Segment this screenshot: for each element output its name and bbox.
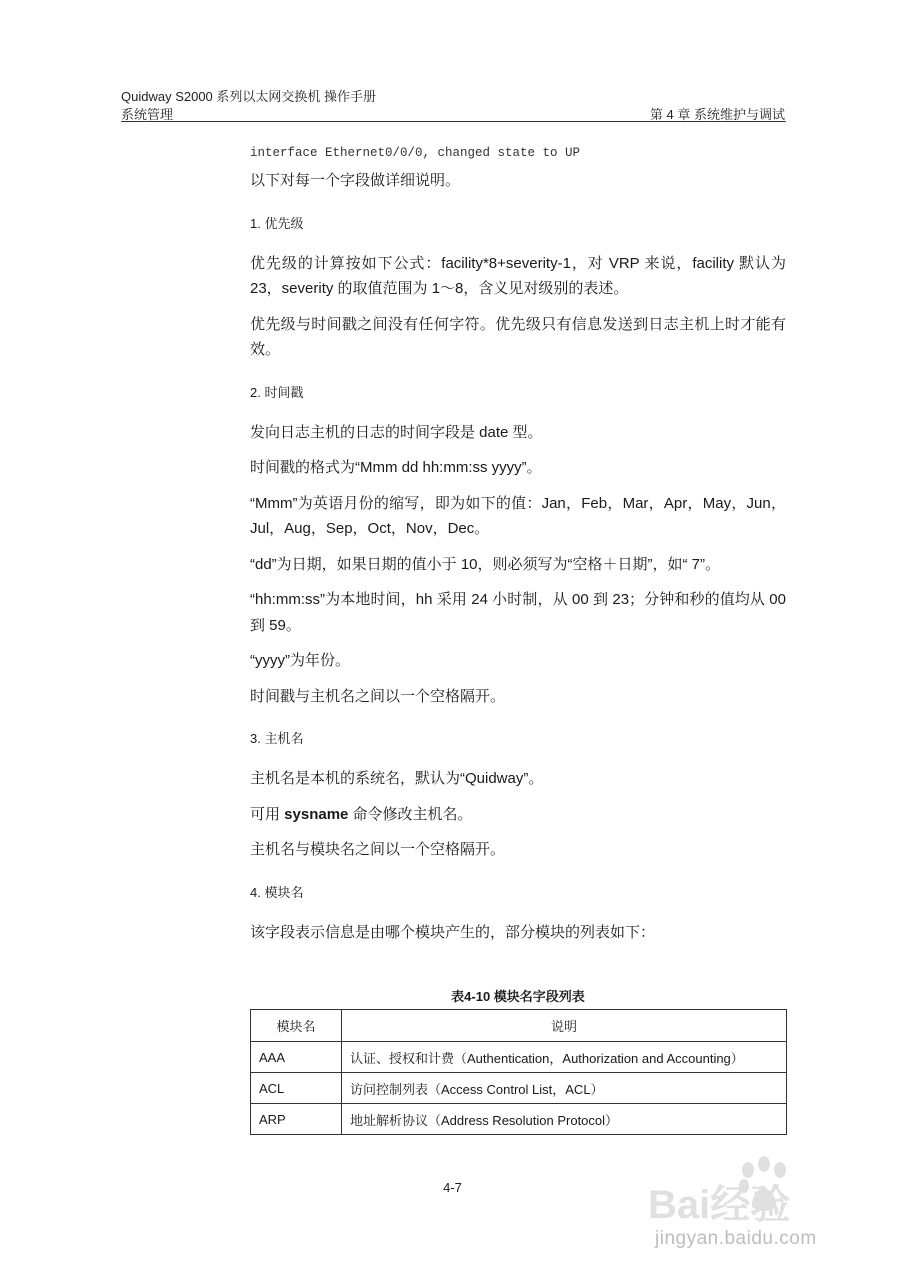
hostname-paragraph-1: 主机名是本机的系统名，默认为“Quidway”。 [250,770,544,787]
timestamp-paragraph-7: 时间戳与主机名之间以一个空格隔开。 [250,687,506,705]
priority-paragraph-1: 优先级的计算按如下公式：facility*8+severity-1，对 VRP 来说，facility 默认为 23，severity 的取值范围为 1～8，含义见对级别的表述。 [250,254,786,297]
intro-paragraph: 以下对每一个字段做详细说明。 [250,172,461,189]
timestamp-paragraph-4: “dd”为日期，如果日期的值小于 10，则必须写为“空格＋日期”，如“ 7”。 [250,555,721,573]
hostname-paragraph-2-post: 命令修改主机名。 [348,805,473,823]
table-header-row [251,1010,787,1042]
manual-title: Quidway S2000 系列以太网交换机 操作手册 [121,89,377,104]
section-module-heading: 4. 模块名 [250,884,304,900]
table-cell-description: 认证、授权和计费（Authentication，Authorization and Accounting） [342,1042,787,1073]
watermark-brand: Bai经验 [648,1183,791,1227]
page-number: 4-7 [443,1180,462,1195]
sysname-command: sysname [284,805,349,823]
module-table [250,1009,787,1135]
page-content [250,140,786,945]
section-hostname-heading: 3. 主机名 [250,731,304,746]
table-header-description: 说明 [342,1010,787,1042]
table-cell-module: ACL [251,1073,342,1104]
table-cell-module: ARP [251,1104,342,1135]
part-title: 系统管理 [121,107,174,122]
table-row [251,1104,787,1135]
code-line: interface Ethernet0/0/0, changed state to UP [250,146,581,160]
hostname-paragraph-2 [250,802,786,828]
timestamp-paragraph-3: “Mmm”为英语月份的缩写，即为如下的值：Jan，Feb，Mar，Apr，May，Jun，Jul，Aug，Sep，Oct，Nov，Dec。 [250,494,786,537]
table-caption: 表4-10 模块名字段列表 [451,989,585,1004]
watermark-url: jingyan.baidu.com [655,1228,817,1249]
table-cell-module: AAA [251,1042,342,1073]
section-priority-heading: 1. 优先级 [250,215,304,231]
timestamp-paragraph-1: 发向日志主机的日志的时间字段是 date 型。 [250,423,543,441]
timestamp-paragraph-5: “hh:mm:ss”为本地时间，hh 采用 24 小时制，从 00 到 23；分钟和秒的值均从 00 到 59。 [250,591,786,634]
table-cell-description: 地址解析协议（Address Resolution Protocol） [342,1104,787,1135]
timestamp-paragraph-6: “yyyy”为年份。 [250,652,350,669]
table-cell-description: 访问控制列表（Access Control List，ACL） [342,1073,787,1104]
timestamp-paragraph-2: 时间戳的格式为“Mmm dd hh:mm:ss yyyy”。 [250,459,542,476]
priority-paragraph-2: 优先级与时间戳之间没有任何字符。优先级只有信息发送到日志主机上时才能有效。 [250,315,786,358]
baidu-watermark-icon [640,1140,870,1270]
table-row [251,1042,787,1073]
table-header-module: 模块名 [251,1010,342,1042]
hostname-paragraph-3: 主机名与模块名之间以一个空格隔开。 [250,841,506,858]
header-rule [121,121,786,122]
module-paragraph-1: 该字段表示信息是由哪个模块产生的，部分模块的列表如下： [250,923,656,941]
chapter-title: 第 4 章 系统维护与调试 [649,107,785,122]
table-row [251,1073,787,1104]
section-timestamp-heading: 2. 时间戳 [250,384,304,400]
hostname-paragraph-2-pre: 可用 [250,805,285,823]
